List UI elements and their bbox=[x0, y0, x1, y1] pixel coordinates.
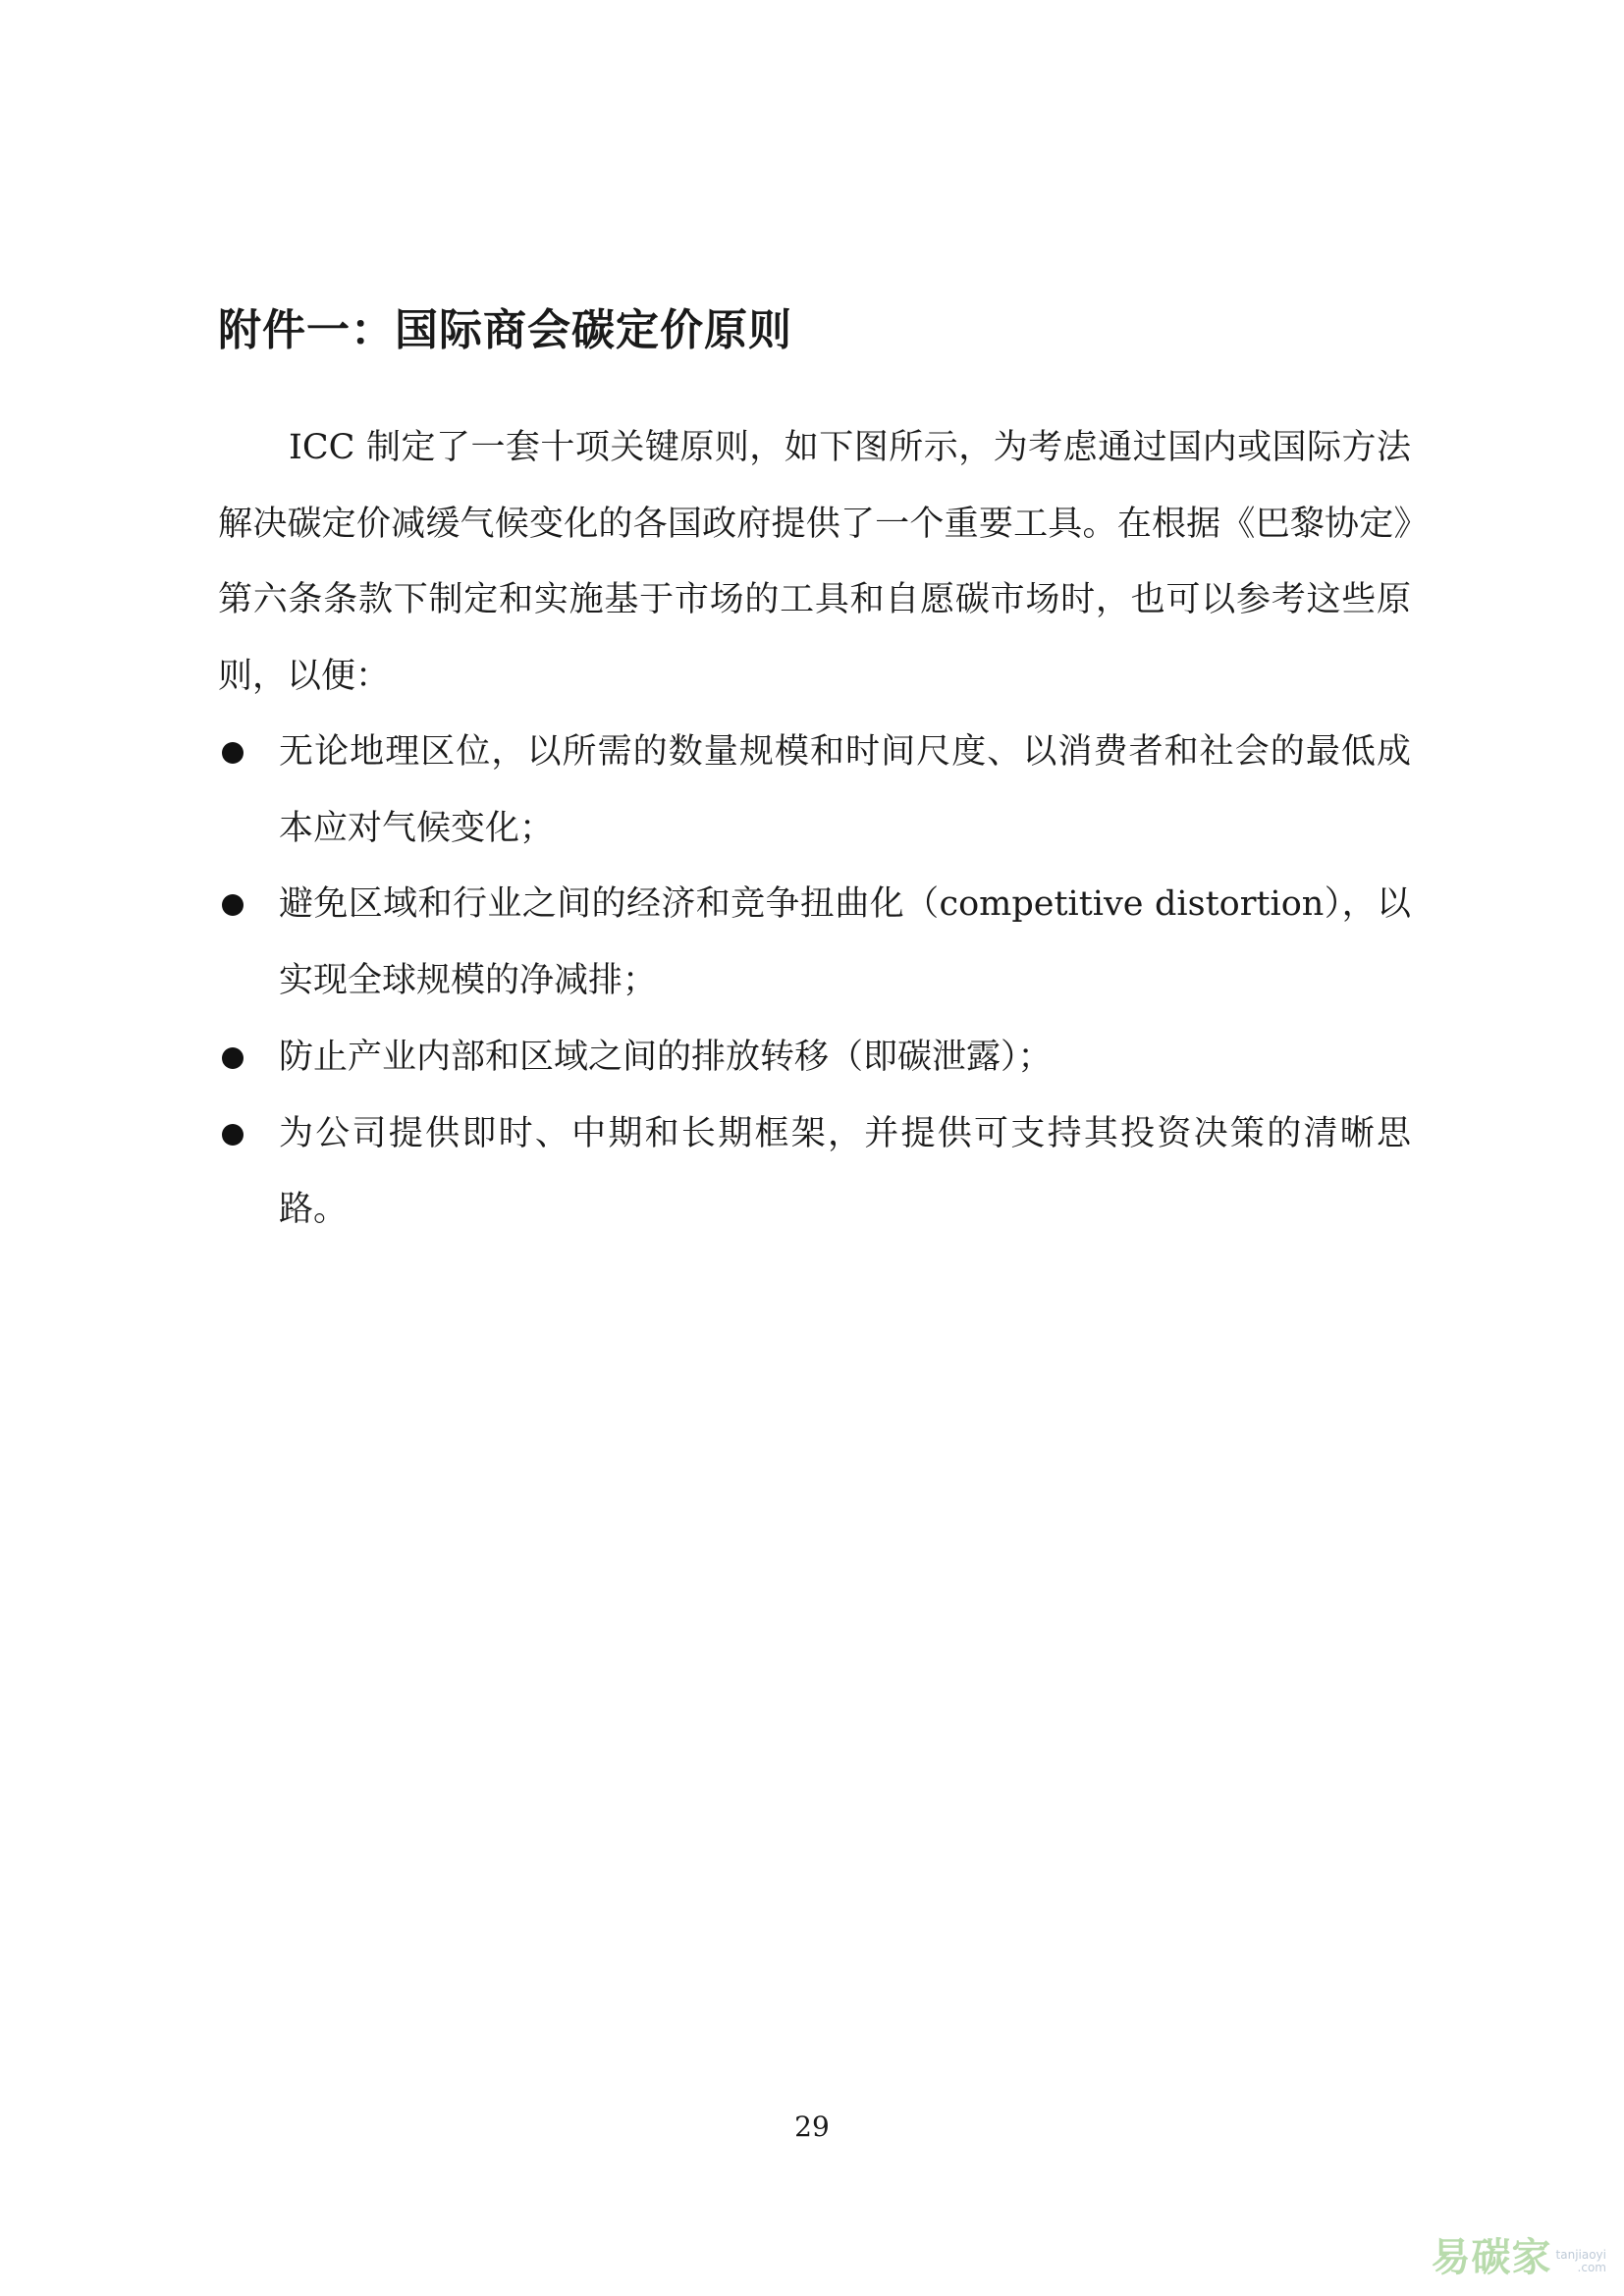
list-item-text: 为公司提供即时、中期和长期框架，并提供可支持其投资决策的清晰思路。 bbox=[279, 1113, 1411, 1230]
principles-list bbox=[218, 715, 1411, 1249]
bullet-dot-icon bbox=[222, 742, 244, 764]
list-item-text: 避免区域和行业之间的经济和竞争扭曲化（competitive distortion），以实现全球规模的净减排； bbox=[279, 884, 1411, 1001]
list-item-text: 无论地理区位，以所需的数量规模和时间尺度、以消费者和社会的最低成本应对气候变化； bbox=[279, 732, 1411, 848]
watermark-logo bbox=[1432, 2226, 1606, 2282]
page-number: 29 bbox=[794, 2110, 830, 2143]
watermark-domain-line1: tanjiaoyi bbox=[1555, 2248, 1606, 2262]
intro-paragraph: ICC 制定了一套十项关键原则，如下图所示，为考虑通过国内或国际方法解决碳定价减缓气候变化的各国政府提供了一个重要工具。在根据《巴黎协定》第六条条款下制定和实施基于市场的工具和自愿碳市场时，也可以参考这些原则，以便： bbox=[218, 428, 1411, 697]
watermark-domain-line2: .com bbox=[1577, 2261, 1606, 2274]
list-item bbox=[218, 715, 1411, 867]
watermark-domain bbox=[1556, 2249, 1606, 2282]
bullet-dot-icon bbox=[222, 894, 244, 916]
bullet-dot-icon bbox=[222, 1124, 244, 1146]
bullet-dot-icon bbox=[222, 1047, 244, 1069]
list-item bbox=[218, 1020, 1411, 1096]
watermark-text: 易碳家 bbox=[1431, 2235, 1552, 2280]
page-title: 附件一：国际商会碳定价原则 bbox=[218, 305, 792, 355]
list-item bbox=[218, 867, 1411, 1019]
list-item bbox=[218, 1096, 1411, 1249]
list-item-text: 防止产业内部和区域之间的排放转移（即碳泄露）； bbox=[279, 1037, 1053, 1077]
